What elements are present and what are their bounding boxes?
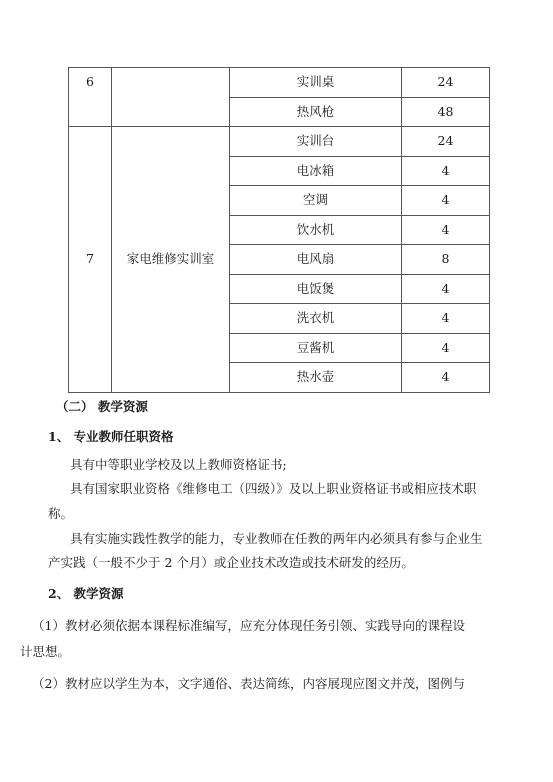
- room-name: 家电维修实训室: [112, 127, 230, 393]
- equipment-qty: 48: [402, 97, 490, 127]
- equipment-name: 热水壶: [230, 363, 402, 393]
- equipment-qty: 24: [402, 68, 490, 98]
- list-item-continuation: 计思想。: [20, 644, 71, 659]
- list-item: （2）教材应以学生为本，文字通俗、表达简练，内容展现应图文并茂，图例与: [32, 676, 465, 691]
- equipment-name: 洗衣机: [230, 304, 402, 334]
- equipment-name: 实训台: [230, 127, 402, 157]
- equipment-name: 电风扇: [230, 245, 402, 275]
- equipment-name: 电饭煲: [230, 274, 402, 304]
- section-heading: （二） 教学资源: [56, 399, 148, 414]
- equipment-name: 豆酱机: [230, 333, 402, 363]
- list-item: （1）教材必须依据本课程标准编写，应充分体现任务引领、实践导向的课程设: [32, 618, 465, 633]
- equipment-qty: 24: [402, 127, 490, 157]
- row-number: 7: [69, 127, 112, 393]
- equipment-qty: 4: [402, 274, 490, 304]
- table-row: [69, 68, 490, 98]
- subsection-heading: 2、 教学资源: [48, 586, 124, 601]
- equipment-table: [68, 67, 490, 393]
- equipment-qty: 4: [402, 304, 490, 334]
- equipment-name: 热风枪: [230, 97, 402, 127]
- paragraph-continuation: 产实践（一般不少于 2 个月）或企业技术改造或技术研发的经历。: [48, 555, 414, 570]
- equipment-name: 实训桌: [230, 68, 402, 98]
- equipment-qty: 4: [402, 215, 490, 245]
- paragraph-continuation: 称。: [48, 506, 74, 521]
- row-number: 6: [69, 68, 112, 127]
- paragraph: 具有国家职业资格《维修电工（四级）》及以上职业资格证书或相应技术职: [70, 481, 477, 496]
- table-row: [69, 127, 490, 157]
- equipment-name: 电冰箱: [230, 156, 402, 186]
- paragraph: 具有实施实践性教学的能力，专业教师在任教的两年内必须具有参与企业生: [70, 531, 483, 546]
- subsection-heading: 1、 专业教师任职资格: [48, 429, 174, 444]
- equipment-qty: 4: [402, 363, 490, 393]
- equipment-qty: 8: [402, 245, 490, 275]
- equipment-qty: 4: [402, 156, 490, 186]
- equipment-qty: 4: [402, 333, 490, 363]
- paragraph: 具有中等职业学校及以上教师资格证书;: [70, 457, 287, 472]
- equipment-qty: 4: [402, 186, 490, 216]
- equipment-name: 饮水机: [230, 215, 402, 245]
- room-name: [112, 68, 230, 127]
- equipment-name: 空调: [230, 186, 402, 216]
